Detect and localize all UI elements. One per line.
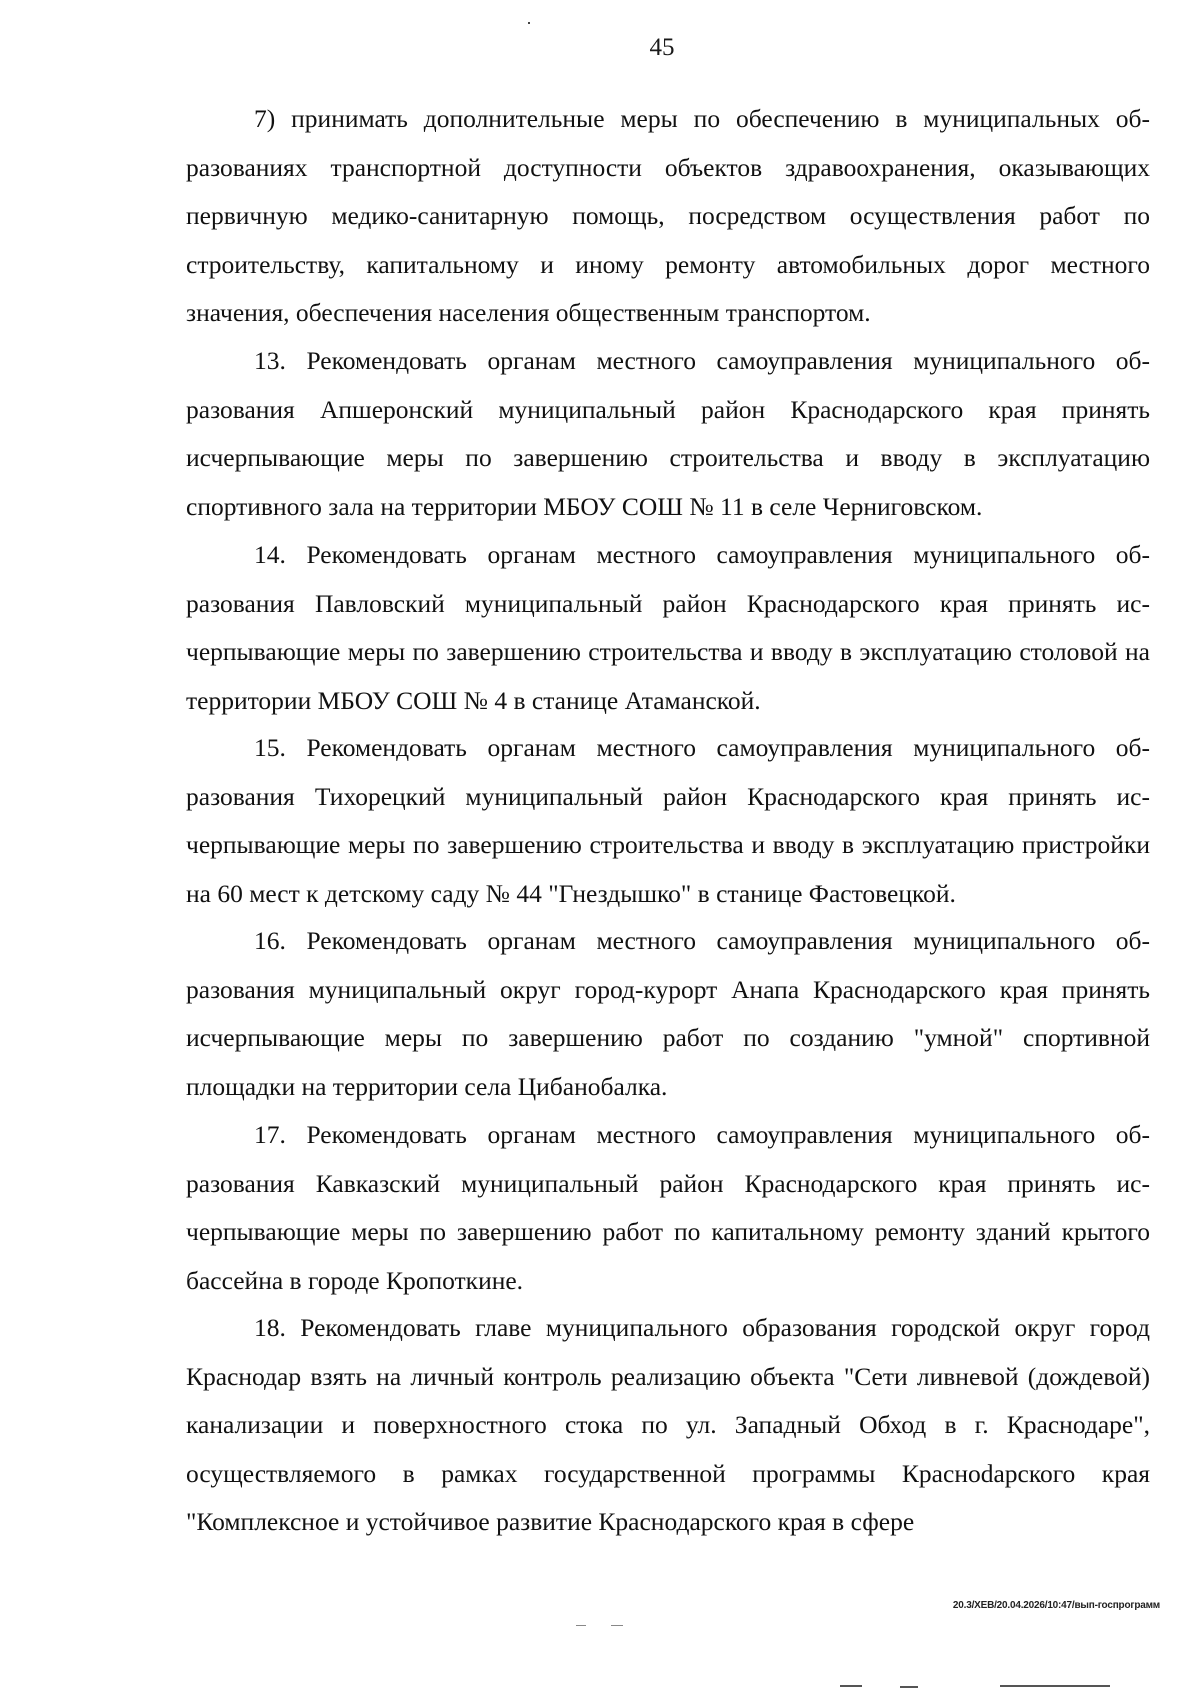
document-registration-code: 20.3/ХЕВ/20.04.2026/10:47/вып-госпрограмм	[952, 1600, 1160, 1611]
paragraph-item-13: 13. Рекомендовать органам местного самоуправления муниципального образования Апшеронский муниципальный район Краснодарского края принять исчерпывающие меры по завершению строительства и вводу в эксплуатацию спортивного зала на территории МБОУ СОШ № 11 в селе Черниговском.	[186, 346, 1150, 521]
scan-mark	[840, 1685, 862, 1687]
scan-dot	[528, 22, 530, 24]
scan-mark	[611, 1625, 623, 1626]
scan-mark	[900, 1686, 918, 1688]
scan-mark	[1000, 1685, 1110, 1687]
paragraph-item-14: 14. Рекомендовать органам местного самоуправления муниципального образования Павловский муниципальный район Краснодарского края принять исчерпывающие меры по завершению строительства и вводу в эксплуатацию столовой на территории МБОУ СОШ № 4 в станице Атаманской.	[186, 540, 1150, 715]
paragraph-item-7: 7) принимать дополнительные меры по обеспечению в муниципальных образованиях транспортной доступности объектов здравоохранения, оказывающих первичную медико-санитарную помощь, посредством осуществления работ по строительству, капитальному и иному ремонту автомобильных дорог местного значения, обеспечения населения общественным транспортом.	[186, 104, 1150, 327]
paragraph-item-18: 18. Рекомендовать главе муниципального образования городской округ город Краснодар взять на личный контроль реализацию объекта "Сети ливневой (дождевой) канализации и поверхностного стока по ул. Западный Обход в г. Краснодаре", осуществляемого в рамках государственной программы Красноdарского края "Комплексное и устойчивое развитие Краснодарского края в сфере	[186, 1313, 1150, 1536]
paragraph-item-17: 17. Рекомендовать органам местного самоуправления муниципального образования Кавказский муниципальный район Краснодарского края принять исчерпывающие меры по завершению работ по капитальному ремонту зданий крытого бассейна в городе Кропоткине.	[186, 1120, 1150, 1295]
page-number: 45	[649, 34, 675, 61]
paragraph-item-15: 15. Рекомендовать органам местного самоуправления муниципального образования Тихорецкий муниципальный район Краснодарского края принять исчерпывающие меры по завершению строительства и вводу в эксплуатацию пристройки на 60 мест к детскому саду № 44 "Гнездышко" в станице Фастовецкой.	[186, 733, 1150, 908]
paragraph-item-16: 16. Рекомендовать органам местного самоуправления муниципального образования муниципальный округ город-курорт Анапа Краснодарского края принять исчерпывающие меры по завершению работ по созданию "умной" спортивной площадки на территории села Цибанобалка.	[186, 926, 1150, 1101]
scan-mark	[576, 1625, 586, 1626]
